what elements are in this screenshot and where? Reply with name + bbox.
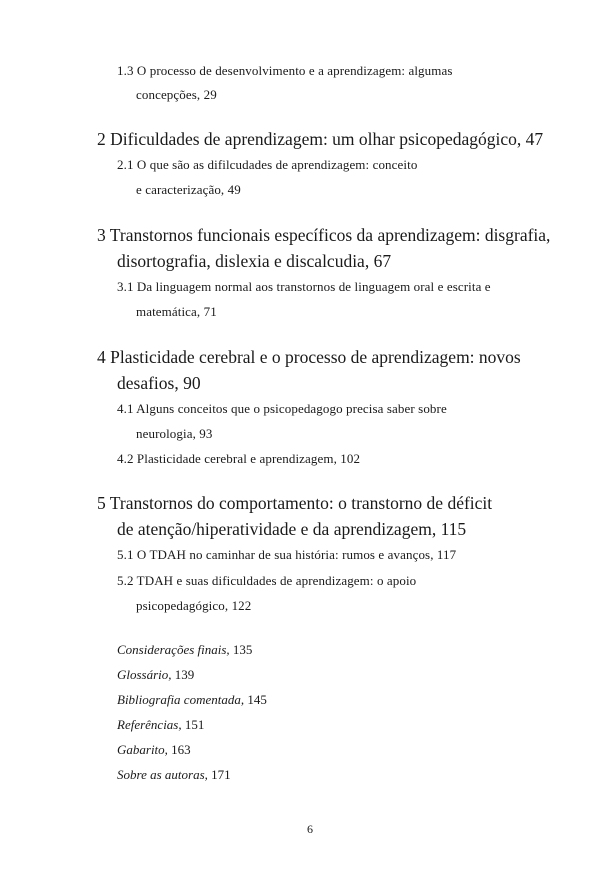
toc-entry-4-1-line2: neurologia, 93 (136, 426, 213, 441)
toc-entry-2-1-line1: 2.1 O que são as difilcudades de aprendizagem: conceito (117, 157, 418, 172)
toc-chapter-4-line1: 4 Plasticidade cerebral e o processo de aprendizagem: novos (97, 347, 521, 367)
toc-chapter-4-line2: desafios, 90 (117, 373, 201, 393)
toc-closing-item (117, 767, 231, 783)
toc-chapter-5-line1: 5 Transtornos do comportamento: o transtorno de déficit (97, 493, 493, 513)
toc-entry-2-1-line2: e caracterização, 49 (136, 182, 241, 197)
toc-entry-5-2-line1: 5.2 TDAH e suas dificuldades de aprendizagem: o apoio (117, 573, 417, 588)
toc-closing-item (117, 742, 191, 758)
toc-closing-label: Referências, (117, 717, 182, 732)
toc-entry-3-1-line1: 3.1 Da linguagem normal aos transtornos de linguagem oral e escrita e (117, 279, 491, 294)
toc-chapter-5-line2: de atenção/hiperatividade e da aprendizagem, 115 (117, 519, 467, 539)
toc-closing-label: Sobre as autoras, (117, 767, 208, 782)
toc-chapter-3-line2: disortografia, dislexia e discalcudia, 67 (117, 251, 392, 271)
toc-entry-5-1: 5.1 O TDAH no caminhar de sua história: rumos e avanços, 117 (117, 547, 457, 562)
toc-chapter-3-line1: 3 Transtornos funcionais específicos da aprendizagem: disgrafia, (97, 225, 551, 245)
toc-closing-label: Considerações finais, (117, 642, 230, 657)
toc-closing-page: 139 (174, 667, 195, 682)
toc-closing-page: 171 (211, 767, 231, 782)
toc-closing-item (117, 667, 194, 683)
toc-entry-5-2-line2: psicopedagógico, 122 (136, 598, 252, 613)
toc-closing-page: 151 (184, 717, 205, 732)
toc-chapter-2: 2 Dificuldades de aprendizagem: um olhar psicopedagógico, 47 (97, 129, 544, 149)
toc-entry-3-1-line2: matemática, 71 (136, 304, 217, 319)
toc-closing-page: 145 (247, 692, 267, 707)
toc-closing-page: 163 (171, 742, 191, 757)
toc-closing-item (117, 692, 267, 708)
toc-closing-item (117, 717, 204, 733)
toc-closing-label: Glossário, (117, 667, 172, 682)
toc-entry-1-3-line1: 1.3 O processo de desenvolvimento e a aprendizagem: algumas (117, 63, 453, 78)
toc-entry-4-2: 4.2 Plasticidade cerebral e aprendizagem, 102 (117, 451, 361, 466)
toc-closing-label: Bibliografia comentada, (117, 692, 245, 707)
toc-entry-1-3-line2: concepções, 29 (136, 87, 217, 102)
page-number: 6 (307, 822, 313, 836)
toc-closing-page: 135 (232, 642, 253, 657)
toc-closing-label: Gabarito, (117, 742, 168, 757)
toc-closing-item (117, 642, 252, 658)
toc-entry-4-1-line1: 4.1 Alguns conceitos que o psicopedagogo precisa saber sobre (117, 401, 447, 416)
